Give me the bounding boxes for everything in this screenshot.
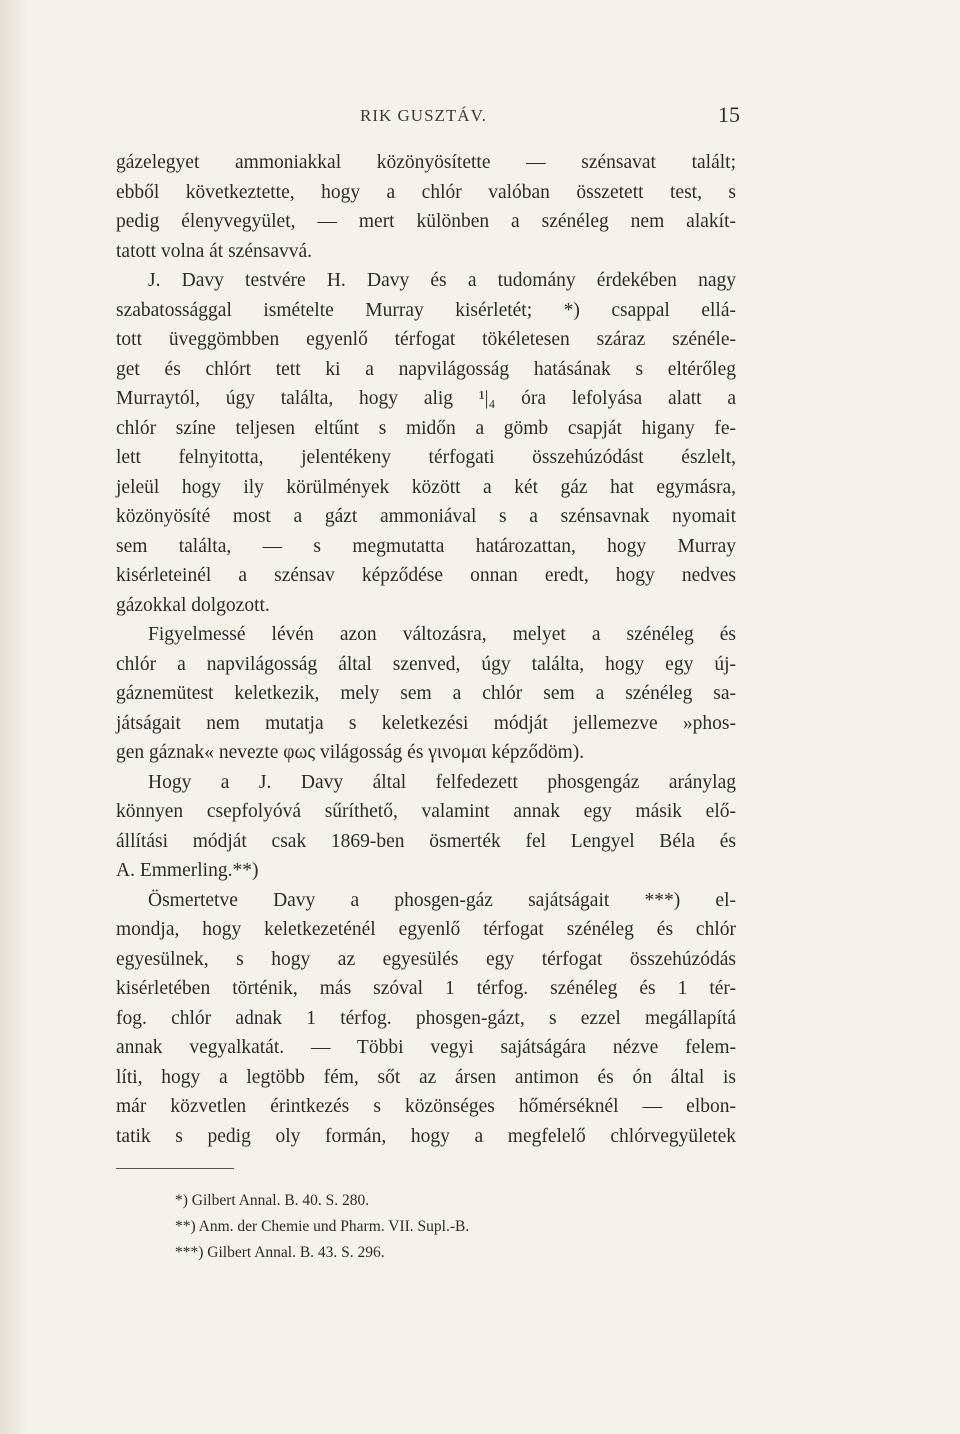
footnotes (175, 1188, 675, 1266)
text-line: lett felnyitotta, jelentékeny térfogati összehúzódást észlelt, (116, 447, 736, 468)
text-line: állítási módját csak 1869-ben ösmerték fel Lengyel Béla és (116, 830, 736, 852)
text-line: gázelegyet ammoniakkal közönyösítette — szénsavat talált; (116, 152, 736, 173)
text-line: pedig élenyvegyület, — mert különben a szénéleg nem alakít- (116, 211, 736, 232)
text-line: már közvetlen érintkezés s közönséges hőmérséknél — elbon- (116, 1096, 736, 1117)
text-line: jeleül hogy ily körülmények között a két gáz hat egymásra, (116, 476, 736, 498)
footnote: *) Gilbert Annal. B. 40. S. 280. (175, 1192, 370, 1209)
text-line: líti, hogy a legtöbb fém, sőt az ársen antimon és ón által is (116, 1066, 736, 1088)
text-line: annak vegyalkatát. — Többi vegyi sajátságára nézve felem- (116, 1037, 736, 1058)
text-line: szabatossággal ismételte Murray kisérletét; *) csappal ellá- (116, 299, 736, 321)
running-title: RIK GUSZTÁV. (360, 106, 487, 125)
paragraph-start-line: Figyelmessé lévén azon változásra, melyet a szénéleg és (148, 624, 736, 645)
text-line: mondja, hogy keletkezeténél egyenlő térfogat szénéleg és chlór (116, 919, 736, 940)
text-line: fog. chlór adnak 1 térfog. phosgen-gázt, s ezzel megállapítá (116, 1007, 736, 1029)
text-line: chlór színe teljesen eltűnt s midőn a gömb csapját higany fe- (116, 417, 736, 439)
text-line: A. Emmerling.**) (116, 860, 259, 881)
text-line: sem találta, — s megmutatta határozattan, hogy Murray (116, 535, 736, 557)
text-line: gáznemütest keletkezik, mely sem a chlór sem a szénéleg sa- (116, 683, 736, 704)
text-line: közönyösíté most a gázt ammoniával s a szénsavnak nyomait (116, 506, 736, 527)
text-line: ebből következtette, hogy a chlór valóban összetett test, s (116, 181, 736, 203)
text-line: játságait nem mutatja s keletkezési módját jellemezve »phos- (116, 712, 736, 734)
text-line: tott üveggömbben egyenlő térfogat tökéletesen száraz szénéle- (116, 329, 736, 350)
text-line: egyesülnek, s hogy az egyesülés egy térfogat összehúzódás (116, 948, 736, 970)
text-line: gázokkal dolgozott. (116, 594, 270, 616)
paragraph-start-line: Ösmertetve Davy a phosgen-gáz sajátságait ***) el- (148, 889, 736, 911)
page-edge-shadow (0, 0, 28, 1434)
text-line: chlór a napvilágosság által szenved, úgy találta, hogy egy új- (116, 653, 736, 675)
text-line: gen gáznak« nevezte φως világosság és γινομαι képződöm). (116, 742, 585, 763)
footnote-divider (116, 1168, 234, 1169)
footnote: ***) Gilbert Annal. B. 43. S. 296. (175, 1244, 385, 1261)
text-line: tatott volna át szénsavvá. (116, 240, 313, 262)
text-line: kisérleteinél a szénsav képződése onnan eredt, hogy nedves (116, 565, 736, 586)
text-line: get és chlórt tett ki a napvilágosság hatásának s eltérőleg (116, 358, 736, 380)
paragraph-start-line: Hogy a J. Davy által felfedezett phosgengáz aránylag (148, 771, 736, 793)
text-line: Murraytól, úgy találta, hogy alig ¹|₄ óra lefolyása alatt a (116, 388, 736, 409)
text-line: kisérletében történik, más szóval 1 térfog. szénéleg és 1 tér- (116, 978, 736, 999)
footnote: **) Anm. der Chemie und Pharm. VII. Supl.-B. (175, 1218, 470, 1235)
paragraph-start-line: J. Davy testvére H. Davy és a tudomány érdekében nagy (148, 270, 736, 291)
running-head (360, 102, 740, 132)
text-line: tatik s pedig oly formán, hogy a megfelelő chlórvegyületek (116, 1125, 736, 1147)
body-text (116, 148, 736, 1151)
page-number: 15 (718, 102, 740, 127)
text-line: könnyen csepfolyóvá sűríthető, valamint annak egy másik elő- (116, 801, 736, 822)
